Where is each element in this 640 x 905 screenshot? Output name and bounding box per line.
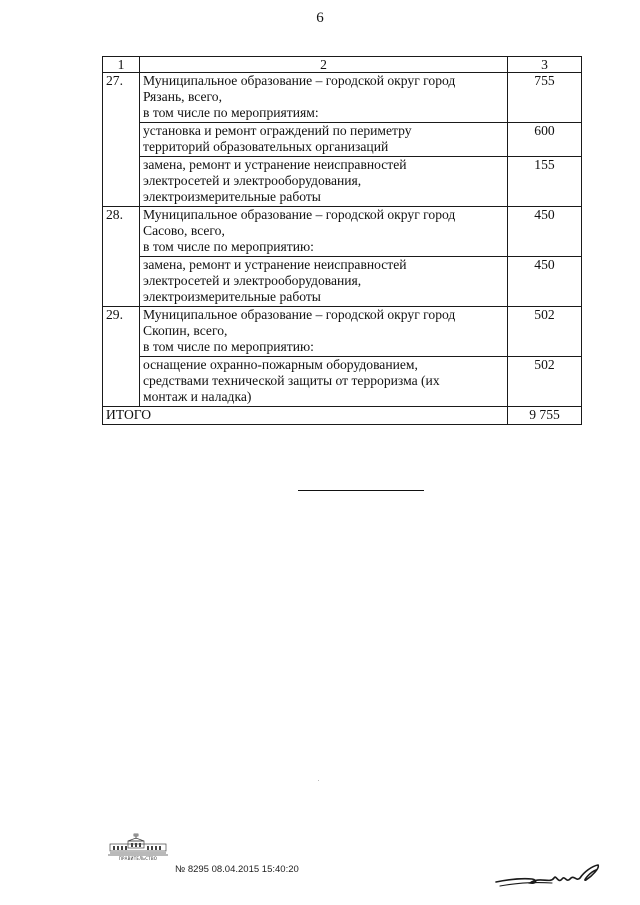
table-header-row bbox=[103, 57, 582, 73]
description-line: Муниципальное образование – городской округ город bbox=[143, 207, 456, 222]
closing-rule bbox=[298, 490, 424, 491]
description-line: территорий образовательных организаций bbox=[143, 139, 389, 154]
description-line: Рязань, всего, bbox=[143, 89, 222, 104]
description-line: установка и ремонт ограждений по периметру bbox=[143, 123, 412, 138]
row-amount: 502 bbox=[508, 307, 582, 357]
description-line: Скопин, всего, bbox=[143, 323, 228, 338]
description-line: замена, ремонт и устранение неисправностей bbox=[143, 157, 407, 172]
row-description bbox=[140, 123, 508, 157]
description-line: Муниципальное образование – городской округ город bbox=[143, 307, 456, 322]
row-description bbox=[140, 207, 508, 257]
row-amount: 600 bbox=[508, 123, 582, 157]
row-description bbox=[140, 73, 508, 123]
total-amount: 9 755 bbox=[508, 407, 582, 425]
row-number: 28. bbox=[103, 207, 140, 307]
document-registration-id: № 8295 08.04.2015 15:40:20 bbox=[175, 864, 299, 875]
row-amount: 755 bbox=[508, 73, 582, 123]
description-line: средствами технической защиты от терроризма (их bbox=[143, 373, 440, 388]
table-row bbox=[103, 123, 582, 157]
description-line: электросетей и электрооборудования, bbox=[143, 173, 362, 188]
table-row bbox=[103, 307, 582, 357]
description-line: электроизмерительные работы bbox=[143, 189, 321, 204]
table-row bbox=[103, 257, 582, 307]
row-description bbox=[140, 307, 508, 357]
emblem-caption: ПРАВИТЕЛЬСТВО bbox=[118, 856, 158, 861]
description-line: электросетей и электрооборудования, bbox=[143, 273, 362, 288]
header-col-2: 2 bbox=[140, 57, 508, 73]
description-line: монтаж и наладка) bbox=[143, 389, 252, 404]
description-line: оснащение охранно-пожарным оборудованием, bbox=[143, 357, 418, 372]
header-col-3: 3 bbox=[508, 57, 582, 73]
page-number: 6 bbox=[316, 10, 324, 26]
description-line: электроизмерительные работы bbox=[143, 289, 321, 304]
description-line: Муниципальное образование – городской округ город bbox=[143, 73, 456, 88]
description-line: в том числе по мероприятиям: bbox=[143, 105, 319, 120]
row-amount: 450 bbox=[508, 207, 582, 257]
handwritten-signature bbox=[492, 862, 604, 890]
government-emblem bbox=[106, 833, 170, 863]
table-row bbox=[103, 357, 582, 407]
total-label: ИТОГО bbox=[103, 407, 508, 425]
row-amount: 502 bbox=[508, 357, 582, 407]
allocation-table bbox=[102, 56, 582, 425]
total-row bbox=[103, 407, 582, 425]
row-description bbox=[140, 157, 508, 207]
scan-speck bbox=[318, 780, 319, 781]
row-amount: 450 bbox=[508, 257, 582, 307]
description-line: замена, ремонт и устранение неисправностей bbox=[143, 257, 407, 272]
header-col-1: 1 bbox=[103, 57, 140, 73]
row-number: 27. bbox=[103, 73, 140, 207]
description-line: в том числе по мероприятию: bbox=[143, 239, 314, 254]
description-line: Сасово, всего, bbox=[143, 223, 225, 238]
row-amount: 155 bbox=[508, 157, 582, 207]
row-description bbox=[140, 357, 508, 407]
table-row bbox=[103, 157, 582, 207]
description-line: в том числе по мероприятию: bbox=[143, 339, 314, 354]
table-row bbox=[103, 73, 582, 123]
row-number: 29. bbox=[103, 307, 140, 407]
table-row bbox=[103, 207, 582, 257]
building-emblem-icon bbox=[106, 833, 170, 857]
row-description bbox=[140, 257, 508, 307]
